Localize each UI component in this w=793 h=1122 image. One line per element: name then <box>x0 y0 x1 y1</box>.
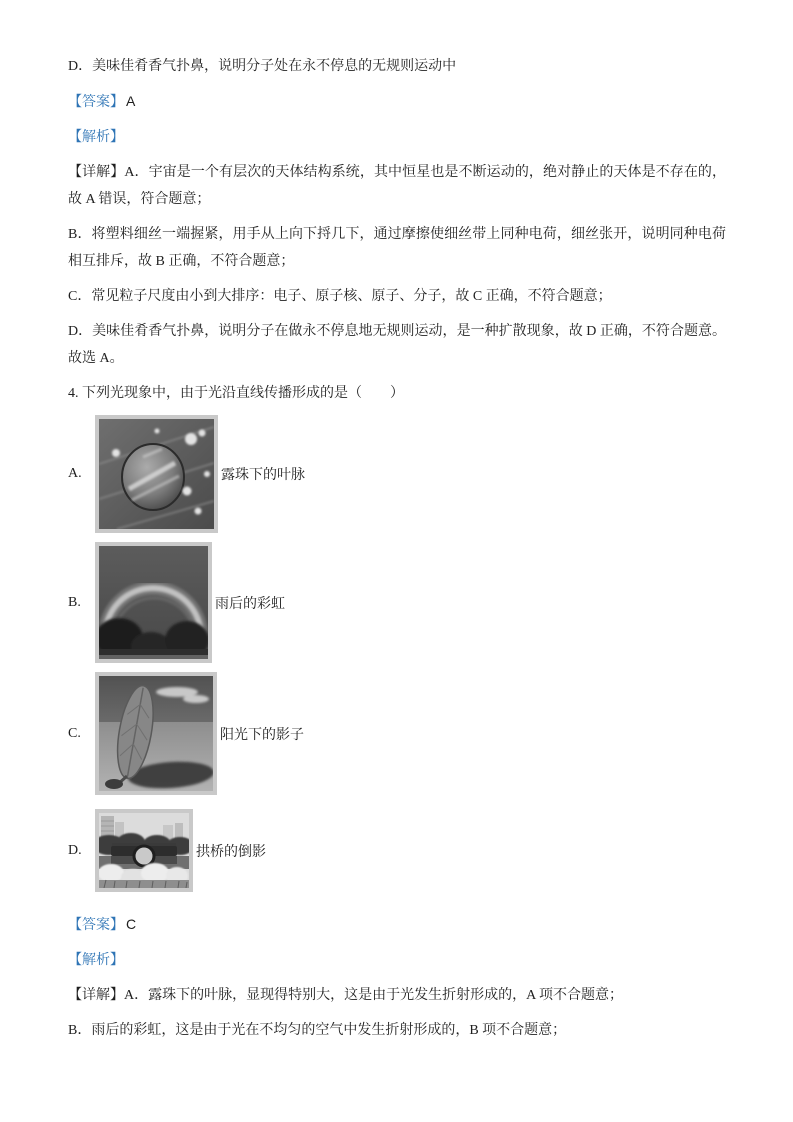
q4-analysis-label: 【解析】 <box>68 953 124 968</box>
q3-detail-paragraph-c: C．常见粒子尺度由小到大排序：电子、原子核、原子、分子，故 C 正确，不符合题意； <box>68 289 612 304</box>
q4-option-d-letter: D. <box>68 842 82 858</box>
q4-option-c-caption: 阳光下的影子 <box>220 727 304 743</box>
shadow-in-sunlight-photo <box>95 672 217 795</box>
q4-option-a-row <box>68 415 726 533</box>
q4-answer-label: 【答案】 <box>68 918 124 933</box>
q4-detail-label: 【详解】 <box>68 988 124 1003</box>
q4-question-line: 4. 下列光现象中，由于光沿直线传播形成的是（ ） <box>68 386 404 401</box>
q3-analysis-label: 【解析】 <box>68 130 124 145</box>
q3-answer-label: 【答案】 <box>68 95 124 110</box>
q4-option-b-row <box>68 542 726 663</box>
q3-detail-paragraph-b: B．将塑料细丝一端握紧，用手从上向下捋几下，通过摩擦使细丝带上同种电荷，细丝张开，说明同种电荷相互排斥，故 B 正确，不符合题意； <box>68 227 726 269</box>
q3-option-d-line: D．美味佳肴香气扑鼻，说明分子处在永不停息的无规则运动中 <box>68 59 457 74</box>
q3-detail-text-a: A．宇宙是一个有层次的天体结构系统，其中恒星也是不断运动的，绝对静止的天体是不存在的，故 A 错误，符合题意； <box>68 165 727 207</box>
rainbow-after-rain-photo <box>95 542 212 663</box>
q3-answer-value: A <box>126 93 136 109</box>
q4-answer-line <box>68 911 726 939</box>
q4-option-a-letter: A. <box>68 466 82 481</box>
q4-analysis-line <box>68 947 726 974</box>
q4-option-d-caption: 拱桥的倒影 <box>196 844 266 860</box>
q3-analysis-line <box>68 124 726 151</box>
q4-option-c-letter: C. <box>68 725 81 741</box>
dew-drop-leaf-veins-photo <box>95 415 218 533</box>
q4-detail-paragraph-b: B．雨后的彩虹，这是由于光在不均匀的空气中发生折射形成的，B 项不合题意； <box>68 1023 567 1038</box>
q4-option-d-row <box>68 809 726 892</box>
q4-option-b-letter: B. <box>68 594 81 610</box>
q3-detail-paragraph-a <box>68 159 726 213</box>
q4-option-c-row <box>68 672 726 795</box>
q3-detail-label: 【详解】 <box>68 165 125 180</box>
q4-answer-value: C <box>126 916 137 932</box>
q4-option-a-caption: 露珠下的叶脉 <box>221 468 305 483</box>
q3-answer-line <box>68 88 726 116</box>
q4-detail-text-a: A．露珠下的叶脉，显现得特别大，这是由于光发生折射形成的，A 项不合题意； <box>124 988 623 1003</box>
q4-detail-paragraph-a <box>68 982 726 1009</box>
arch-bridge-reflection-photo <box>95 809 193 892</box>
q3-detail-paragraph-d: D．美味佳肴香气扑鼻，说明分子在做永不停息地无规则运动，是一种扩散现象，故 D 正确，不符合题意。故选 A。 <box>68 324 726 366</box>
q4-option-b-caption: 雨后的彩虹 <box>215 596 285 612</box>
